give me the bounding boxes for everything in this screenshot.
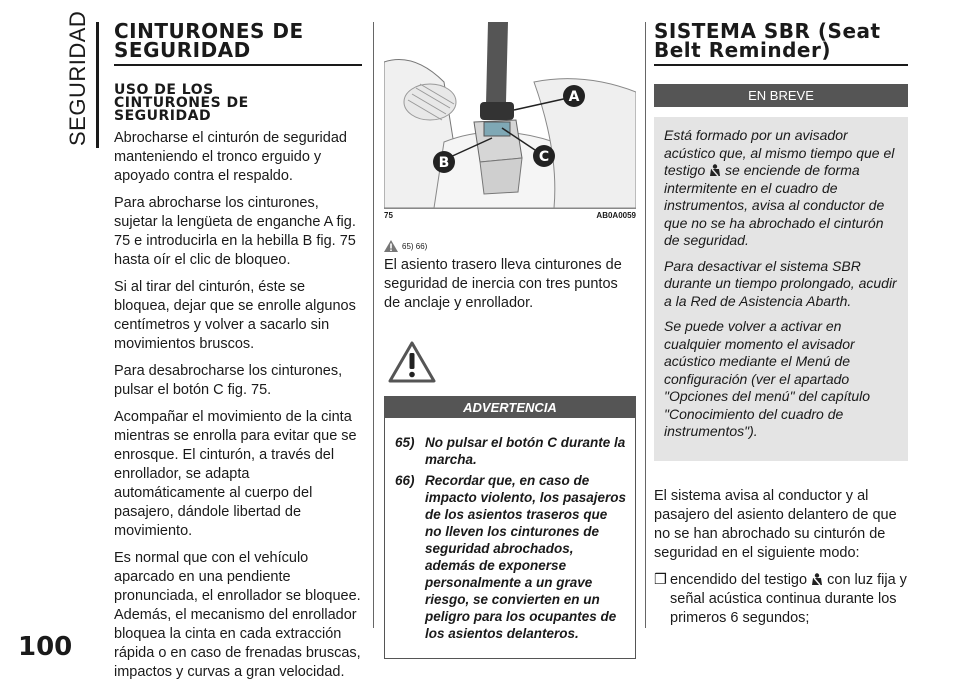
column-seatbelts: [114, 19, 362, 690]
warning-item: [395, 434, 627, 468]
warning-triangle-icon: [388, 341, 436, 383]
section-heading: CINTURONES DE SEGURIDAD: [114, 22, 362, 66]
warning-item-text: No pulsar el botón C durante la marcha.: [425, 435, 626, 467]
warning-title: ADVERTENCIA: [385, 397, 635, 418]
section-side-tab: [65, 10, 92, 146]
column-sbr: [654, 19, 908, 628]
warning-item-number: 65): [395, 435, 415, 450]
warning-item-number: 66): [395, 473, 415, 488]
seatbelt-warning-icon: [709, 164, 721, 178]
callout-b-label: B: [438, 155, 450, 171]
warning-references: [384, 240, 636, 252]
bullet-text: encendido del testigo: [670, 571, 808, 588]
warning-symbol: [388, 341, 636, 388]
paragraph: Para abrocharse los cinturones, sujetar la lengüeta de enganche A fig. 75 e introducirla en la hebilla B fig. 75 hasta oír el clic de bloqueo.: [114, 195, 356, 268]
subsection-heading: USO DE LOS CINTURONES DE SEGURIDAD: [114, 82, 249, 124]
column-divider-2: [645, 22, 646, 628]
list-item-text: [670, 571, 908, 628]
brief-text: Está formado por un avisador acústico que, al mismo tiempo que el testigo: [664, 127, 895, 178]
section-heading: SISTEMA SBR (Seat Belt Reminder): [654, 22, 908, 66]
paragraph: Abrocharse el cinturón de seguridad manteniendo el tronco erguido y apoyado contra el respaldo.: [114, 130, 347, 184]
figure-code: AB0A0059: [596, 211, 636, 220]
figure-number: 75: [384, 211, 393, 220]
callout-c-label: C: [538, 149, 550, 165]
brief-paragraph: Para desactivar el sistema SBR durante un tiempo prolongado, acudir a la Red de Asistencia Abarth.: [664, 257, 897, 309]
figure-caption: [384, 211, 636, 220]
page-number: 100: [18, 632, 73, 662]
checkbox-bullet-icon: ❒: [654, 571, 667, 588]
reference-numbers: 65) 66): [402, 241, 428, 251]
bullet-text: con luz fija y señal acústica continua durante los primeros 6 segundos;: [670, 571, 907, 626]
brief-paragraph: Se puede volver a activar en cualquier momento el avisador acústico mediante el Menú de configuración (ver el apartado "Opciones del menú" del capítulo "Conocimiento del cuadro de instrumentos").: [664, 318, 871, 439]
paragraph: Para desabrocharse los cinturones, pulsar el botón C fig. 75.: [114, 363, 343, 398]
column-divider-1: [373, 22, 374, 628]
seatbelt-illustration: [384, 22, 636, 209]
brief-paragraph: [664, 127, 898, 250]
paragraph: Si al tirar del cinturón, éste se bloquea, dejar que se enrolle algunos centímetros y volver a sacarlo sin movimientos bruscos.: [114, 279, 356, 352]
warning-item: [395, 472, 627, 642]
column-rear-seat: [384, 22, 636, 659]
seatbelt-warning-icon: [811, 573, 823, 587]
brief-title: EN BREVE: [654, 84, 908, 107]
warning-triangle-icon: [384, 240, 398, 252]
warning-box: [384, 396, 636, 659]
section-label: SEGURIDAD: [65, 10, 90, 146]
paragraph: Acompañar el movimiento de la cinta mientras se enrolla para evitar que se enrosque. El cinturón, a través del enrollador, se adapta automáticamente al cuerpo del pasajero, dándole libertad de movimiento.: [114, 409, 357, 539]
callout-a-label: A: [568, 89, 580, 105]
paragraph: Es normal que con el vehículo aparcado en una pendiente pronunciada, el enrollador se bloquee. Además, el mecanismo del enrollador bloquea la cinta en cada extracción rápida o en caso de frenadas bruscas, impactos y curvas a gran velocidad.: [114, 550, 361, 680]
paragraph: El asiento trasero lleva cinturones de seguridad de inercia con tres puntos de anclaje y enrollador.: [384, 257, 622, 311]
warning-item-text: Recordar que, en caso de impacto violento, los pasajeros de los asientos traseros que no lleven los cinturones de seguridad abrochados, además de exponerse personalmente a un grave riesgo, se convierten en un peligro para los ocupantes de los asientos delanteros.: [425, 473, 627, 641]
seatbelt-drawing: [384, 22, 636, 208]
side-rule: [96, 22, 99, 148]
list-item: [654, 571, 908, 628]
brief-text: se enciende de forma intermitente en el cuadro de instrumentos, avisa al conductor de que no se ha abrochado el cinturón de seguridad.: [664, 162, 885, 248]
paragraph: El sistema avisa al conductor y al pasajero del asiento delantero de que no se han abrochado su cinturón de seguridad en el siguiente modo:: [654, 487, 897, 561]
brief-box: [654, 117, 908, 461]
warning-body: [385, 418, 635, 658]
